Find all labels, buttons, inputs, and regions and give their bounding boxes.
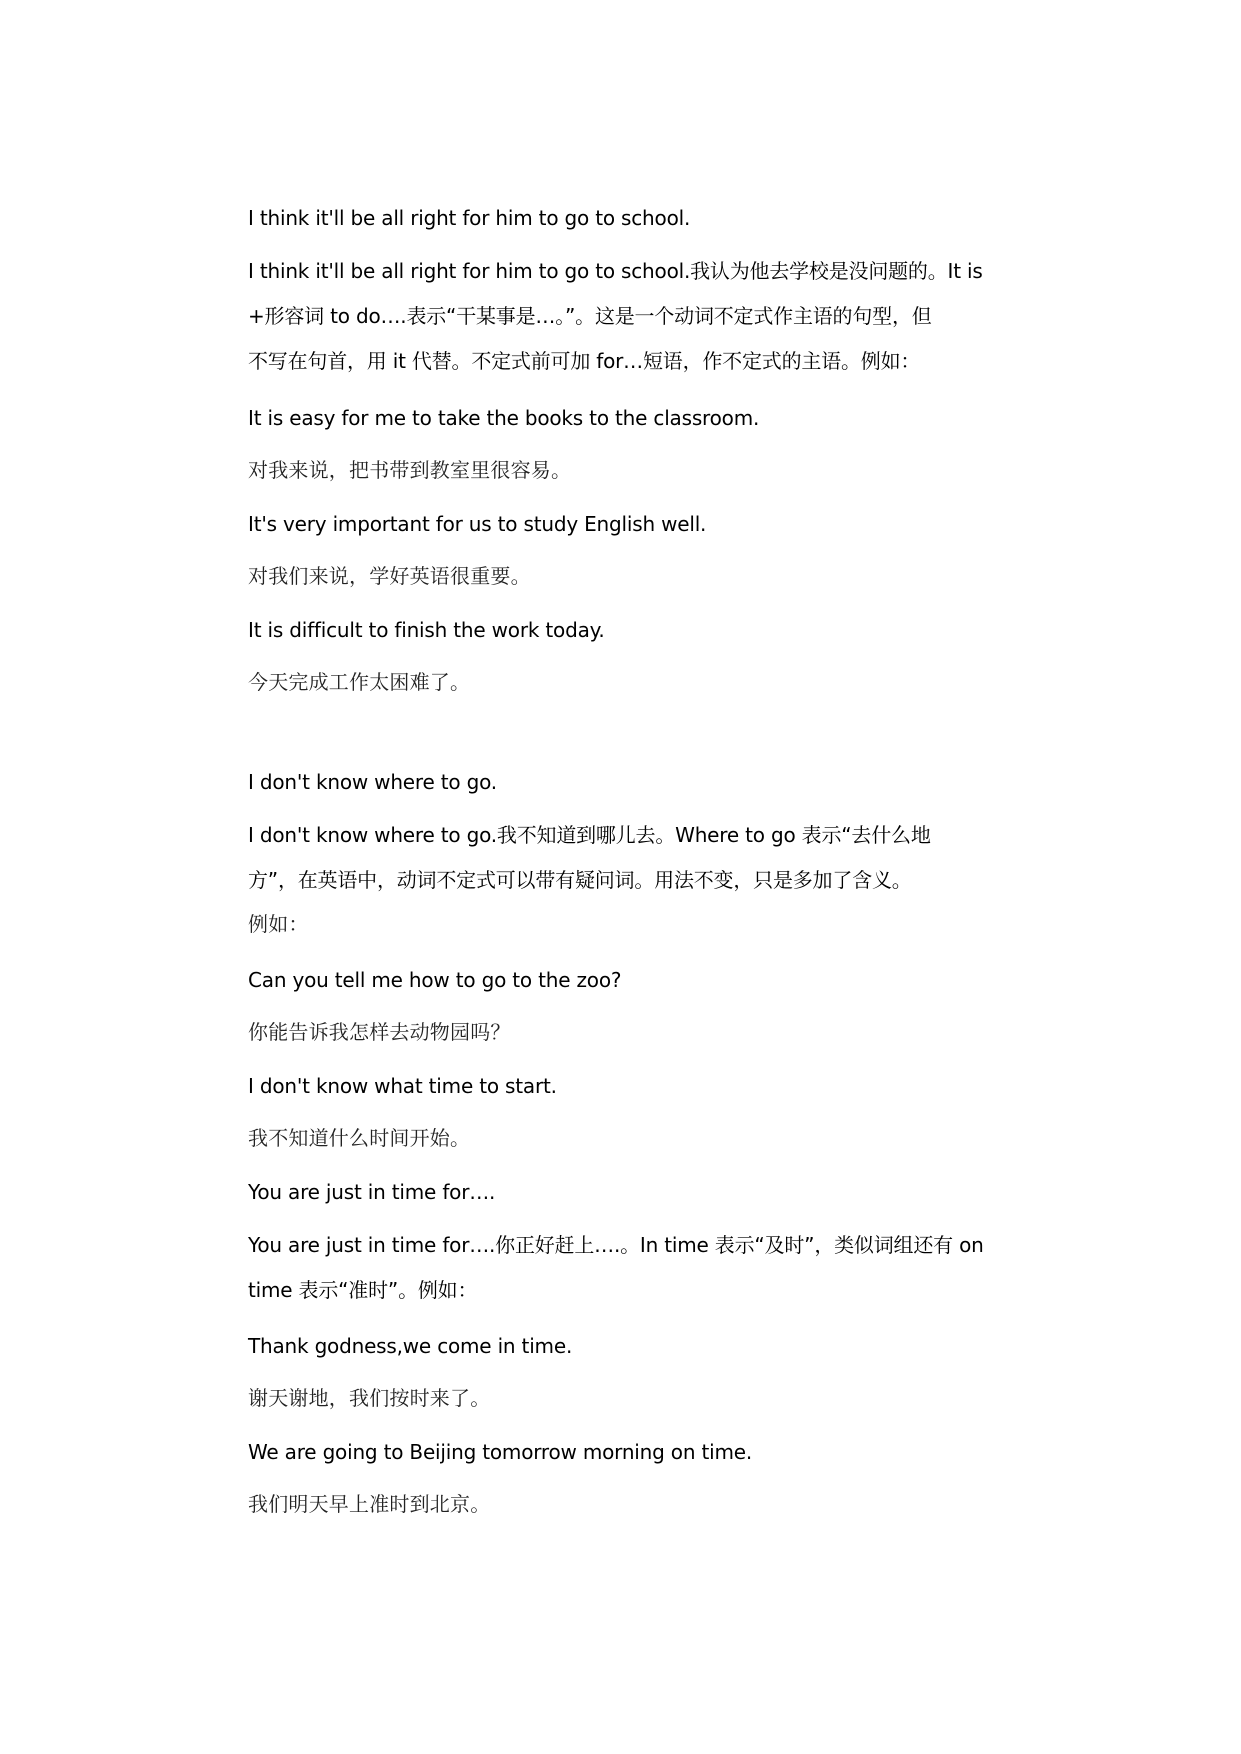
- section1-example-3-en: It is difficult to finish the work today.: [248, 618, 605, 642]
- section3-explanation-line-2: time 表示“准时”。例如：: [248, 1278, 478, 1302]
- section2-explanation-line-2: 方”，在英语中，动词不定式可以带有疑问词。用法不变，只是多加了含义。: [248, 868, 912, 892]
- section1-example-1-cn: 对我来说，把书带到教室里很容易。: [248, 458, 572, 482]
- section3-example-1-cn: 谢天谢地，我们按时来了。: [248, 1386, 491, 1410]
- section1-explanation-line-1: I think it'll be all right for him to go to school.我认为他去学校是没问题的。It is: [248, 259, 983, 283]
- section2-explanation-line-1: I don't know where to go.我不知道到哪儿去。Where to go 表示“去什么地: [248, 823, 931, 847]
- section2-example-2-en: I don't know what time to start.: [248, 1074, 557, 1098]
- section1-example-1-en: It is easy for me to take the books to the classroom.: [248, 406, 760, 430]
- section1-explanation-line-3: 不写在句首，用 it 代替。不定式前可加 for…短语，作不定式的主语。例如：: [248, 349, 921, 373]
- section3-heading: You are just in time for….: [248, 1180, 496, 1204]
- section1-example-3-cn: 今天完成工作太困难了。: [248, 670, 471, 694]
- section3-example-2-cn: 我们明天早上准时到北京。: [248, 1492, 491, 1516]
- section2-heading: I don't know where to go.: [248, 770, 497, 794]
- section3-example-2-en: We are going to Beijing tomorrow morning on time.: [248, 1440, 753, 1464]
- section1-explanation-line-2: +形容词 to do….表示“干某事是…。”。这是一个动词不定式作主语的句型，但: [248, 304, 932, 328]
- section1-heading: I think it'll be all right for him to go to school.: [248, 206, 691, 230]
- section3-explanation-line-1: You are just in time for….你正好赶上….。In time 表示“及时”，类似词组还有 on: [248, 1233, 984, 1257]
- section2-example-1-cn: 你能告诉我怎样去动物园吗？: [248, 1020, 511, 1044]
- section3-example-1-en: Thank godness,we come in time.: [248, 1334, 573, 1358]
- section1-example-2-en: It's very important for us to study English well.: [248, 512, 707, 536]
- section2-example-2-cn: 我不知道什么时间开始。: [248, 1126, 471, 1150]
- section1-example-2-cn: 对我们来说，学好英语很重要。: [248, 564, 531, 588]
- section2-explanation-line-3: 例如：: [248, 912, 309, 936]
- section2-example-1-en: Can you tell me how to go to the zoo?: [248, 968, 622, 992]
